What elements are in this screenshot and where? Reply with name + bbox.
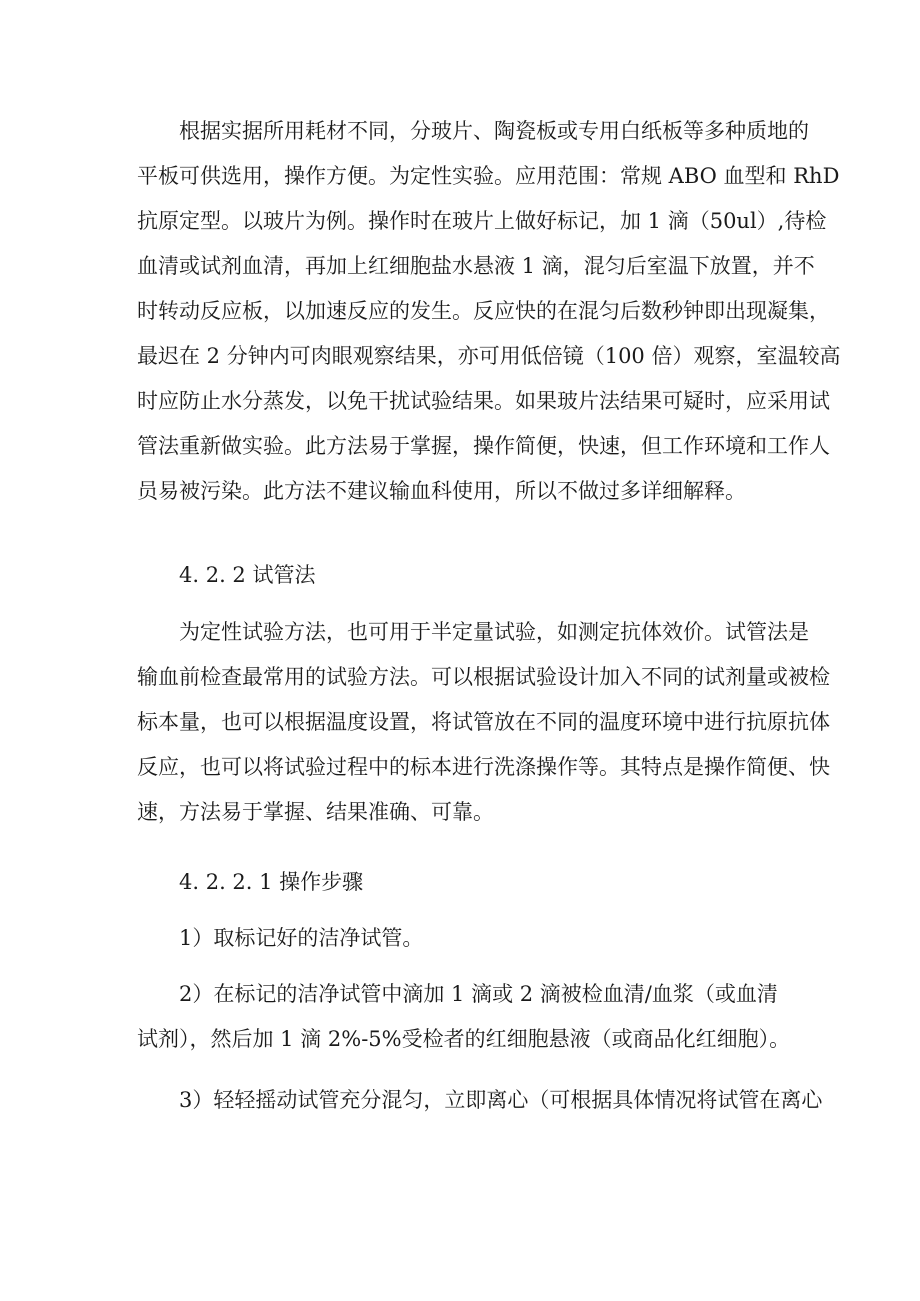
heading-line: 4. 2. 2 试管法 bbox=[137, 563, 316, 587]
text-line: 反应，也可以将试验过程中的标本进行洗涤操作等。其特点是操作简便、快 bbox=[137, 755, 830, 779]
text-line: 1）取标记好的洁净试管。 bbox=[137, 926, 424, 950]
text-line: 2）在标记的洁净试管中滴加 1 滴或 2 滴被检血清/血浆（或血清 bbox=[137, 982, 778, 1006]
text-line: 员易被污染。此方法不建议输血科使用，所以不做过多详细解释。 bbox=[137, 479, 746, 503]
step-2 bbox=[137, 972, 797, 1062]
step-1 bbox=[137, 916, 797, 961]
section-heading-tube-method bbox=[137, 553, 797, 598]
paragraph-slide-method bbox=[137, 109, 841, 514]
text-line: 时应防止水分蒸发，以免干扰试验结果。如果玻片法结果可疑时，应采用试 bbox=[137, 389, 830, 413]
text-line: 根据实据所用耗材不同，分玻片、陶瓷板或专用白纸板等多种质地的 bbox=[137, 119, 809, 143]
text-line: 输血前检查最常用的试验方法。可以根据试验设计加入不同的试剂量或被检 bbox=[137, 665, 830, 689]
paragraph-tube-method bbox=[137, 610, 830, 835]
text-line: 最迟在 2 分钟内可肉眼观察结果，亦可用低倍镜（100 倍）观察，室温较高 bbox=[137, 344, 841, 368]
text-line: 标本量，也可以根据温度设置，将试管放在不同的温度环境中进行抗原抗体 bbox=[137, 710, 830, 734]
text-line: 管法重新做实验。此方法易于掌握，操作简便，快速，但工作环境和工作人 bbox=[137, 434, 830, 458]
text-line: 时转动反应板，以加速反应的发生。反应快的在混匀后数秒钟即出现凝集， bbox=[137, 299, 830, 323]
text-line: 抗原定型。以玻片为例。操作时在玻片上做好标记，加 1 滴（50ul）,待检 bbox=[137, 209, 827, 233]
text-line: 血清或试剂血清，再加上红细胞盐水悬液 1 滴，混匀后室温下放置，并不 bbox=[137, 254, 815, 278]
text-line: 3）轻轻摇动试管充分混匀，立即离心（可根据具体情况将试管在离心 bbox=[137, 1088, 823, 1112]
text-line: 为定性试验方法，也可用于半定量试验，如测定抗体效价。试管法是 bbox=[137, 620, 809, 644]
heading-line: 4. 2. 2. 1 操作步骤 bbox=[137, 870, 364, 894]
text-line: 试剂），然后加 1 滴 2%-5%受检者的红细胞悬液（或商品化红细胞）。 bbox=[137, 1027, 791, 1051]
section-heading-operation-steps bbox=[137, 860, 797, 905]
step-3 bbox=[137, 1078, 823, 1123]
text-line: 速，方法易于掌握、结果准确、可靠。 bbox=[137, 800, 494, 824]
text-line: 平板可供选用，操作方便。为定性实验。应用范围：常规 ABO 血型和 RhD bbox=[137, 164, 840, 188]
